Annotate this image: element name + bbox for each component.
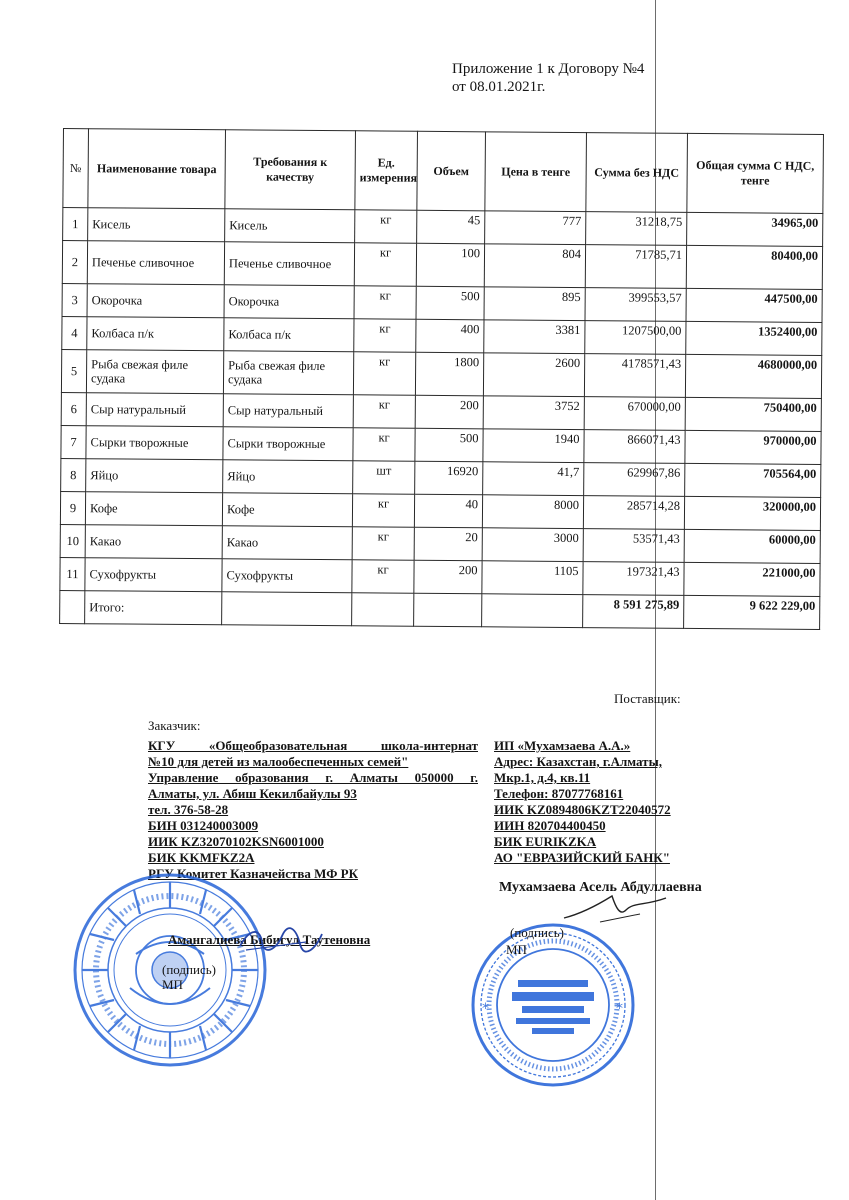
row-name: Печенье сливочное <box>87 241 224 285</box>
row-name: Рыба свежая филе судака <box>86 350 223 394</box>
supplier-name: ИП «Мухамзаева А.А.» <box>494 738 631 753</box>
row-num: 7 <box>61 425 86 458</box>
row-unit: кг <box>352 494 414 527</box>
supplier-signature-caption: (подпись) <box>510 925 564 940</box>
customer-handwritten-signature <box>236 922 326 956</box>
row-num: 9 <box>60 491 85 524</box>
row-quality: Кисель <box>225 209 355 243</box>
supplier-caption: Поставщик: <box>614 691 681 706</box>
row-sum-no-vat: 71785,71 <box>585 245 686 289</box>
row-num: 5 <box>61 349 86 392</box>
row-num: 3 <box>62 283 87 316</box>
row-unit: кг <box>353 428 415 461</box>
row-volume: 200 <box>414 560 482 594</box>
row-sum-vat: 750400,00 <box>685 397 821 431</box>
row-name: Сухофрукты <box>85 558 222 592</box>
appendix-date: от 08.01.2021г. <box>452 79 546 95</box>
row-sum-no-vat: 31218,75 <box>586 212 687 246</box>
appendix-title: Приложение 1 к Договору №4 <box>452 61 645 77</box>
row-sum-vat: 221000,00 <box>684 562 820 596</box>
row-sum-no-vat: 53571,43 <box>583 529 684 563</box>
row-sum-vat: 447500,00 <box>686 288 822 322</box>
row-unit: шт <box>353 461 415 494</box>
row-quality: Кофе <box>222 493 352 527</box>
row-sum-no-vat: 629967,86 <box>584 463 685 497</box>
supplier-phone: Телефон: 87077768161 <box>494 786 624 801</box>
row-price: 2600 <box>483 353 584 397</box>
row-sum-vat: 320000,00 <box>684 496 820 530</box>
customer-bin: БИН 031240003009 <box>148 818 259 833</box>
row-num: 10 <box>60 524 85 557</box>
row-quality: Сыр натуральный <box>223 394 353 428</box>
customer-signatory: Амангалиева Бибигул Таутеновна <box>168 932 371 947</box>
supplier-address-line1: Адрес: Казахстан, г.Алматы, <box>494 754 662 769</box>
supplier-bank: АО "ЕВРАЗИЙСКИЙ БАНК" <box>494 850 670 865</box>
row-unit: кг <box>354 319 416 352</box>
row-volume: 1800 <box>415 352 483 396</box>
supplier-handwritten-signature <box>560 888 670 928</box>
totals-row <box>60 590 820 629</box>
row-sum-vat: 705564,00 <box>685 463 821 497</box>
header-volume: Объем <box>417 131 486 211</box>
row-num: 4 <box>62 316 87 349</box>
header-unit: Ед. измерения <box>355 131 418 210</box>
supplier-signatory: Мухамзаева Асель Абдуллаевна <box>499 880 702 895</box>
row-sum-no-vat: 1207500,00 <box>585 321 686 355</box>
row-quality: Окорочка <box>224 285 354 319</box>
table-row <box>61 349 821 398</box>
row-quality: Сухофрукты <box>222 559 352 593</box>
row-volume: 200 <box>415 395 483 429</box>
row-unit: кг <box>353 352 415 395</box>
total-sum-no-vat: 8 591 275,89 <box>583 595 684 629</box>
row-unit: кг <box>352 560 414 593</box>
svg-text:*: * <box>616 1001 623 1017</box>
row-sum-vat: 4680000,00 <box>685 354 821 398</box>
row-price: 8000 <box>482 495 583 529</box>
customer-iik: ИИК KZ32070102KSN6001000 <box>148 834 324 849</box>
totals-label: Итого: <box>85 591 222 625</box>
customer-bank: РГУ Комитет Казначейства МФ РК <box>148 866 359 881</box>
row-num: 1 <box>63 208 88 241</box>
customer-details <box>148 738 478 882</box>
row-sum-vat: 34965,00 <box>687 212 823 246</box>
supplier-seal-place: МП <box>506 942 527 957</box>
header-num: № <box>63 129 89 208</box>
row-quality: Какао <box>222 526 352 560</box>
row-name: Кисель <box>88 208 225 242</box>
supplier-iin: ИИН 820704400450 <box>494 818 606 833</box>
row-volume: 45 <box>417 210 485 244</box>
row-price: 3752 <box>483 396 584 430</box>
row-sum-no-vat: 197321,43 <box>583 562 684 596</box>
row-sum-no-vat: 4178571,43 <box>584 354 685 398</box>
header-name: Наименование товара <box>88 129 226 209</box>
customer-org-line2: №10 для детей из малообеспеченных семей" <box>148 754 409 769</box>
row-volume: 16920 <box>415 461 483 495</box>
row-unit: кг <box>354 286 416 319</box>
supplier-details <box>494 738 694 866</box>
row-volume: 500 <box>416 286 484 320</box>
total-sum-vat: 9 622 229,00 <box>684 595 820 629</box>
row-volume: 100 <box>416 243 484 287</box>
row-volume: 400 <box>416 319 484 353</box>
row-name: Окорочка <box>87 284 224 318</box>
row-num: 8 <box>61 458 86 491</box>
row-unit: кг <box>353 395 415 428</box>
row-unit: кг <box>355 210 417 243</box>
supplier-iik: ИИК KZ0894806KZT22040572 <box>494 802 671 817</box>
customer-org-line3: Управление образования г. Алматы 050000 г. <box>148 770 478 785</box>
row-price: 3000 <box>482 528 583 562</box>
row-price: 1940 <box>483 429 584 463</box>
supplier-address-line2: Мкр.1, д.4, кв.11 <box>494 770 591 785</box>
row-quality: Сырки творожные <box>223 427 353 461</box>
row-price: 41,7 <box>483 462 584 496</box>
row-sum-vat: 970000,00 <box>685 430 821 464</box>
customer-caption: Заказчик: <box>148 718 201 733</box>
row-quality: Рыба свежая филе судака <box>223 351 353 395</box>
row-volume: 20 <box>414 527 482 561</box>
row-price: 777 <box>485 211 586 245</box>
header-sum-vat: Общая сумма С НДС, тенге <box>687 133 824 213</box>
row-unit: кг <box>354 243 416 286</box>
row-name: Сыр натуральный <box>86 393 223 427</box>
row-volume: 40 <box>414 494 482 528</box>
supplier-round-stamp <box>468 920 638 1090</box>
row-price: 1105 <box>482 561 583 595</box>
row-quality: Печенье сливочное <box>224 242 354 286</box>
row-quality: Яйцо <box>223 460 353 494</box>
row-sum-vat: 1352400,00 <box>686 321 822 355</box>
row-sum-no-vat: 866071,43 <box>584 430 685 464</box>
row-price: 3381 <box>484 320 585 354</box>
row-sum-vat: 60000,00 <box>684 529 820 563</box>
row-name: Какао <box>85 525 222 559</box>
row-sum-no-vat: 670000,00 <box>584 397 685 431</box>
appendix-header <box>452 60 644 96</box>
customer-org-line1: КГУ «Общеобразовательная школа-интернат <box>148 738 478 753</box>
row-name: Сырки творожные <box>86 426 223 460</box>
row-num: 6 <box>61 392 86 425</box>
supplier-bik: БИК EURIKZKA <box>494 834 597 849</box>
row-sum-vat: 80400,00 <box>686 245 822 289</box>
row-name: Колбаса п/к <box>87 317 224 351</box>
row-unit: кг <box>352 527 414 560</box>
customer-bik: БИК KKMFKZ2A <box>148 850 255 865</box>
customer-phone: тел. 376-58-28 <box>148 802 229 817</box>
row-num: 11 <box>60 557 85 590</box>
customer-address: Алматы, ул. Абиш Кекилбайулы 93 <box>148 786 357 801</box>
row-sum-no-vat: 399553,57 <box>585 288 686 322</box>
goods-table <box>59 128 824 630</box>
customer-signature-caption: (подпись) <box>162 962 216 977</box>
row-volume: 500 <box>415 428 483 462</box>
row-sum-no-vat: 285714,28 <box>583 496 684 530</box>
header-quality: Требования к качеству <box>225 130 356 210</box>
table-header-row <box>63 129 824 214</box>
row-price: 895 <box>484 287 585 321</box>
row-price: 804 <box>484 244 585 288</box>
row-name: Яйцо <box>86 459 223 493</box>
row-quality: Колбаса п/к <box>224 318 354 352</box>
header-price: Цена в тенге <box>485 132 587 212</box>
customer-seal-place: МП <box>162 977 183 992</box>
svg-text:*: * <box>482 1001 489 1017</box>
table-row <box>62 241 822 290</box>
row-num: 2 <box>62 241 87 284</box>
header-sum-no-vat: Сумма без НДС <box>586 133 688 213</box>
row-name: Кофе <box>85 492 222 526</box>
